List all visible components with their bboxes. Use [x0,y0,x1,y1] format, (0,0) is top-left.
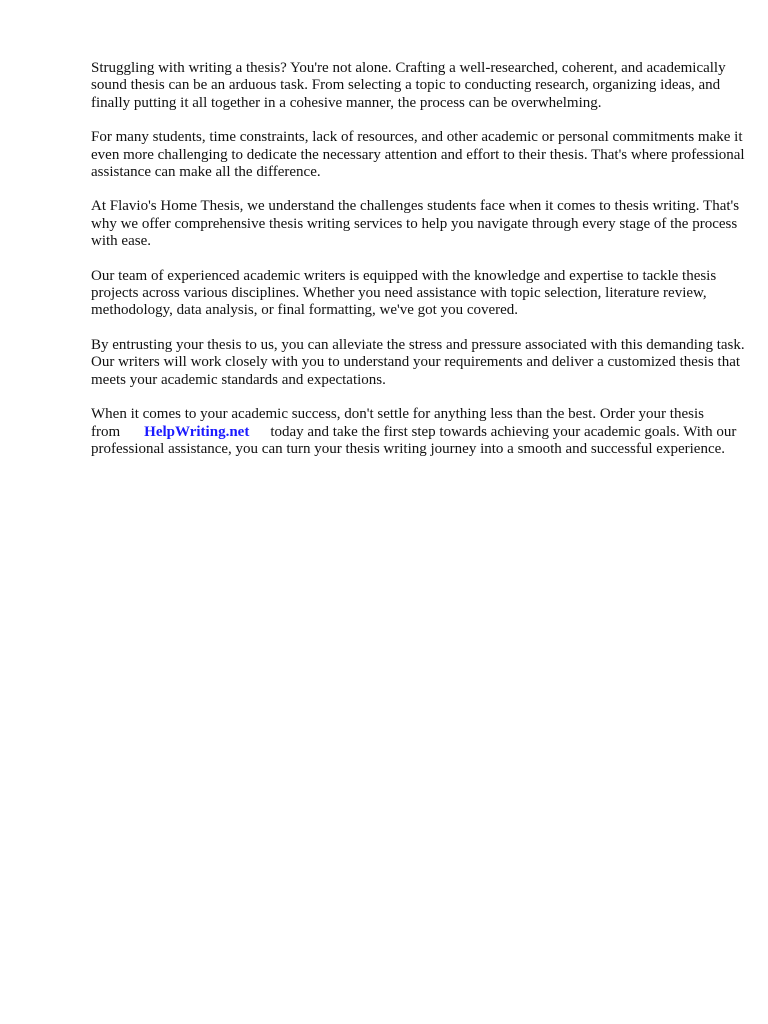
document-body [91,60,753,475]
closing-text-before-link: When it comes to your academic success, don't settle for anything less than the best. Order your thesis from [91,406,704,440]
paragraph-challenges: For many students, time constraints, lack of resources, and other academic or personal commitments make it even more challenging to dedicate the necessary attention and effort to their thesis. That's where professional assistance can make all the difference. [91,129,745,181]
paragraph-closing [91,406,753,458]
paragraph-services: At Flavio's Home Thesis, we understand the challenges students face when it comes to thesis writing. That's why we offer comprehensive thesis writing services to help you navigate through every stage of the process with ease. [91,198,740,250]
paragraph-intro: Struggling with writing a thesis? You're not alone. Crafting a well-researched, coherent, and academically sound thesis can be an arduous task. From selecting a topic to conducting research, organizing ideas, and finally putting it all together in a cohesive manner, the process can be overwhelming. [91,60,726,111]
helpwriting-link[interactable]: HelpWriting.net [144,423,250,440]
paragraph-trust: By entrusting your thesis to us, you can alleviate the stress and pressure associated with this demanding task. Our writers will work closely with you to understand your requirements and deliver a customized thesis that meets your academic standards and expectations. [91,336,745,388]
paragraph-team: Our team of experienced academic writers is equipped with the knowledge and expertise to tackle thesis projects across various disciplines. Whether you need assistance with topic selection, literature review, methodology, data analysis, or final formatting, we've got you covered. [91,267,717,319]
closing-text-after-link: today and take the first step towards achieving your academic goals. With our professional assistance, you can turn your thesis writing journey into a smooth and successful experience. [91,423,737,457]
